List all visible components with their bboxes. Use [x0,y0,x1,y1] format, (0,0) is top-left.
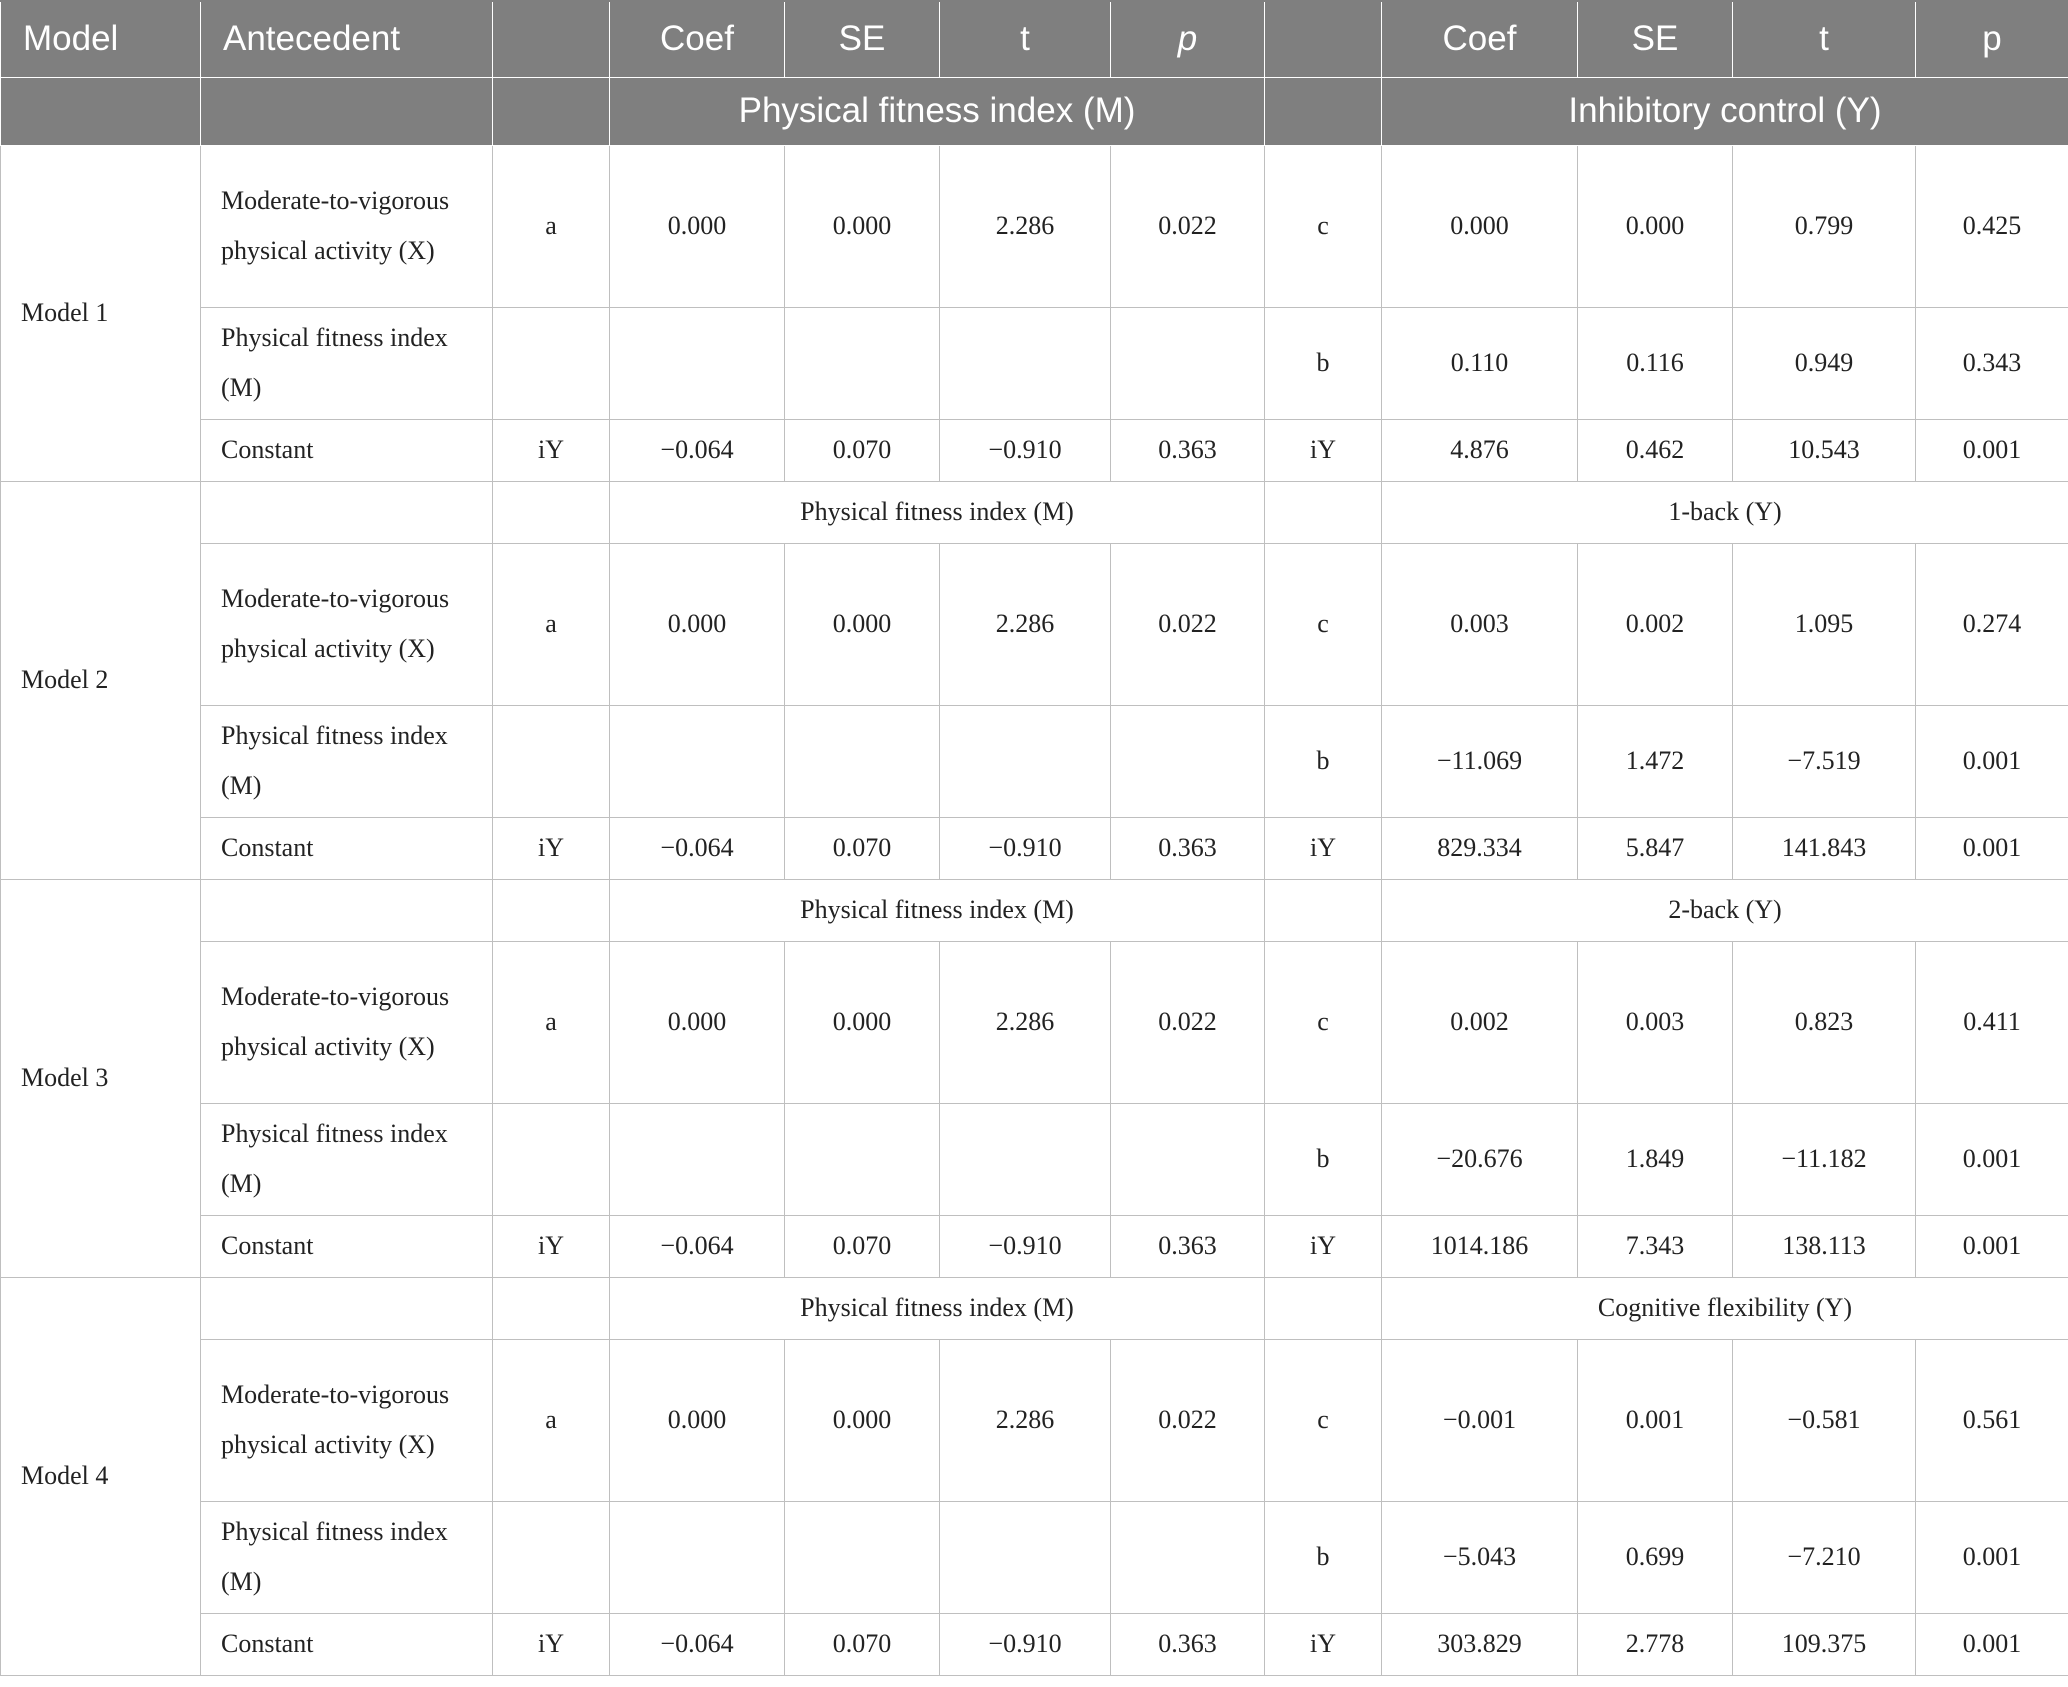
y-p-cell: 0.001 [1916,817,2068,879]
y-se-cell: 0.699 [1578,1501,1733,1613]
y-se-cell: 2.778 [1578,1613,1733,1675]
m-t-cell: −0.910 [940,1613,1111,1675]
m-path-cell: a [493,145,610,307]
m-path-cell: iY [493,817,610,879]
m-coef-cell [610,307,785,419]
y-se-cell: 1.849 [1578,1103,1733,1215]
header-m-se: SE [785,1,940,77]
m-p-cell: 0.022 [1111,1339,1265,1501]
table-row [1,419,2068,481]
m-coef-cell: −0.064 [610,817,785,879]
blank-cell [201,879,493,941]
y-t-cell: −0.581 [1733,1339,1916,1501]
m-path-cell [493,1501,610,1613]
y-p-cell: 0.411 [1916,941,2068,1103]
m-path-cell [493,1103,610,1215]
table-row [1,705,2068,817]
m-se-cell: 0.070 [785,1215,940,1277]
header-y-p: p [1916,1,2068,77]
m-se-cell: 0.000 [785,1339,940,1501]
m-se-cell [785,1501,940,1613]
y-se-cell: 0.003 [1578,941,1733,1103]
y-coef-cell: −0.001 [1382,1339,1578,1501]
y-t-cell: 10.543 [1733,419,1916,481]
table-row [1,1613,2068,1675]
y-t-cell: 138.113 [1733,1215,1916,1277]
m-t-cell [940,307,1111,419]
y-p-cell: 0.561 [1916,1339,2068,1501]
m-coef-cell: 0.000 [610,543,785,705]
m-p-cell: 0.022 [1111,145,1265,307]
blank-cell [493,1277,610,1339]
m-path-cell [493,705,610,817]
header-blank-m-path [493,77,610,145]
header-row-columns [1,1,2068,77]
antecedent-cell: Physical fitness index (M) [201,1103,493,1215]
m-path-cell: a [493,941,610,1103]
blank-cell [493,481,610,543]
y-t-cell: 1.095 [1733,543,1916,705]
m-path-cell: iY [493,419,610,481]
y-outcome-label: Cognitive flexibility (Y) [1382,1277,2068,1339]
m-se-cell: 0.070 [785,419,940,481]
m-se-cell: 0.000 [785,145,940,307]
header-y-outcome: Inhibitory control (Y) [1382,77,2068,145]
m-se-cell [785,307,940,419]
model-label: Model 1 [1,145,201,481]
y-coef-cell: −5.043 [1382,1501,1578,1613]
blank-cell [1265,1277,1382,1339]
y-se-cell: 0.002 [1578,543,1733,705]
y-coef-cell: 1014.186 [1382,1215,1578,1277]
y-path-cell: iY [1265,1613,1382,1675]
m-outcome-label: Physical fitness index (M) [610,879,1265,941]
table-row [1,941,2068,1103]
y-path-cell: b [1265,307,1382,419]
blank-cell [493,879,610,941]
m-t-cell: −0.910 [940,1215,1111,1277]
header-blank-y-path [1265,77,1382,145]
y-p-cell: 0.343 [1916,307,2068,419]
table-row [1,1501,2068,1613]
m-t-cell: −0.910 [940,419,1111,481]
header-m-coef: Coef [610,1,785,77]
m-se-cell [785,705,940,817]
m-t-cell [940,1103,1111,1215]
m-path-cell: a [493,543,610,705]
model-label: Model 2 [1,481,201,879]
y-coef-cell: 0.003 [1382,543,1578,705]
m-outcome-label: Physical fitness index (M) [610,1277,1265,1339]
y-p-cell: 0.001 [1916,1103,2068,1215]
header-y-se: SE [1578,1,1733,77]
antecedent-cell: Physical fitness index (M) [201,307,493,419]
blank-cell [201,1277,493,1339]
m-outcome-label: Physical fitness index (M) [610,481,1265,543]
m-t-cell [940,705,1111,817]
m-coef-cell [610,705,785,817]
m-se-cell: 0.000 [785,941,940,1103]
m-path-cell [493,307,610,419]
y-p-cell: 0.001 [1916,419,2068,481]
m-coef-cell [610,1103,785,1215]
m-se-cell: 0.070 [785,1613,940,1675]
header-m-t: t [940,1,1111,77]
antecedent-cell: Moderate-to-vigorous physical activity (X) [201,543,493,705]
y-t-cell: 0.823 [1733,941,1916,1103]
y-coef-cell: −11.069 [1382,705,1578,817]
header-row-outcomes [1,77,2068,145]
antecedent-cell: Constant [201,817,493,879]
y-path-cell: iY [1265,817,1382,879]
antecedent-cell: Moderate-to-vigorous physical activity (X) [201,1339,493,1501]
antecedent-cell: Physical fitness index (M) [201,705,493,817]
m-se-cell [785,1103,940,1215]
model-label: Model 3 [1,879,201,1277]
y-coef-cell: 0.000 [1382,145,1578,307]
antecedent-cell: Constant [201,419,493,481]
m-coef-cell: −0.064 [610,419,785,481]
blank-cell [201,481,493,543]
m-p-cell [1111,307,1265,419]
m-p-cell: 0.022 [1111,941,1265,1103]
m-coef-cell: 0.000 [610,1339,785,1501]
y-se-cell: 1.472 [1578,705,1733,817]
table-row [1,543,2068,705]
y-p-cell: 0.425 [1916,145,2068,307]
y-coef-cell: 4.876 [1382,419,1578,481]
y-t-cell: 141.843 [1733,817,1916,879]
y-coef-cell: 0.002 [1382,941,1578,1103]
table-row [1,1103,2068,1215]
m-path-cell: a [493,1339,610,1501]
y-coef-cell: 0.110 [1382,307,1578,419]
header-m-outcome: Physical fitness index (M) [610,77,1265,145]
blank-cell [1265,879,1382,941]
m-se-cell: 0.070 [785,817,940,879]
header-y-t: t [1733,1,1916,77]
y-se-cell: 0.116 [1578,307,1733,419]
m-p-cell: 0.363 [1111,419,1265,481]
antecedent-cell: Physical fitness index (M) [201,1501,493,1613]
table-row [1,817,2068,879]
m-p-cell [1111,705,1265,817]
y-t-cell: −11.182 [1733,1103,1916,1215]
y-path-cell: c [1265,543,1382,705]
m-path-cell: iY [493,1215,610,1277]
model-outcome-row [1,481,2068,543]
antecedent-cell: Constant [201,1215,493,1277]
header-blank-model [1,77,201,145]
blank-cell [1265,481,1382,543]
m-t-cell: 2.286 [940,1339,1111,1501]
m-t-cell: −0.910 [940,817,1111,879]
y-outcome-label: 2-back (Y) [1382,879,2068,941]
y-path-cell: b [1265,1501,1382,1613]
y-t-cell: 0.949 [1733,307,1916,419]
m-p-cell: 0.363 [1111,817,1265,879]
m-se-cell: 0.000 [785,543,940,705]
table-row [1,1339,2068,1501]
m-coef-cell: 0.000 [610,941,785,1103]
antecedent-cell: Constant [201,1613,493,1675]
y-outcome-label: 1-back (Y) [1382,481,2068,543]
y-p-cell: 0.001 [1916,1215,2068,1277]
y-p-cell: 0.274 [1916,543,2068,705]
y-t-cell: −7.210 [1733,1501,1916,1613]
header-y-path [1265,1,1382,77]
m-p-cell [1111,1501,1265,1613]
header-antecedent: Antecedent [201,1,493,77]
header-m-path [493,1,610,77]
model-outcome-row [1,1277,2068,1339]
m-coef-cell [610,1501,785,1613]
table-row [1,307,2068,419]
y-se-cell: 0.462 [1578,419,1733,481]
header-blank-antecedent [201,77,493,145]
m-coef-cell: −0.064 [610,1613,785,1675]
m-t-cell: 2.286 [940,543,1111,705]
y-path-cell: c [1265,145,1382,307]
model-label: Model 4 [1,1277,201,1675]
y-coef-cell: 829.334 [1382,817,1578,879]
m-t-cell: 2.286 [940,941,1111,1103]
y-path-cell: c [1265,941,1382,1103]
antecedent-cell: Moderate-to-vigorous physical activity (X) [201,145,493,307]
y-coef-cell: 303.829 [1382,1613,1578,1675]
y-coef-cell: −20.676 [1382,1103,1578,1215]
header-model: Model [1,1,201,77]
y-path-cell: iY [1265,419,1382,481]
y-path-cell: b [1265,1103,1382,1215]
m-p-cell: 0.022 [1111,543,1265,705]
y-se-cell: 7.343 [1578,1215,1733,1277]
y-t-cell: 109.375 [1733,1613,1916,1675]
y-p-cell: 0.001 [1916,1501,2068,1613]
y-path-cell: iY [1265,1215,1382,1277]
y-path-cell: c [1265,1339,1382,1501]
m-p-cell: 0.363 [1111,1613,1265,1675]
y-se-cell: 0.001 [1578,1339,1733,1501]
y-se-cell: 5.847 [1578,817,1733,879]
y-se-cell: 0.000 [1578,145,1733,307]
table-body [1,145,2068,1675]
y-t-cell: −7.519 [1733,705,1916,817]
y-p-cell: 0.001 [1916,705,2068,817]
y-path-cell: b [1265,705,1382,817]
y-p-cell: 0.001 [1916,1613,2068,1675]
table-row [1,1215,2068,1277]
table-row [1,145,2068,307]
antecedent-cell: Moderate-to-vigorous physical activity (X) [201,941,493,1103]
m-coef-cell: 0.000 [610,145,785,307]
header-m-p: p [1111,1,1265,77]
m-path-cell: iY [493,1613,610,1675]
model-outcome-row [1,879,2068,941]
y-t-cell: 0.799 [1733,145,1916,307]
m-coef-cell: −0.064 [610,1215,785,1277]
m-p-cell [1111,1103,1265,1215]
m-t-cell: 2.286 [940,145,1111,307]
header-y-coef: Coef [1382,1,1578,77]
m-t-cell [940,1501,1111,1613]
m-p-cell: 0.363 [1111,1215,1265,1277]
